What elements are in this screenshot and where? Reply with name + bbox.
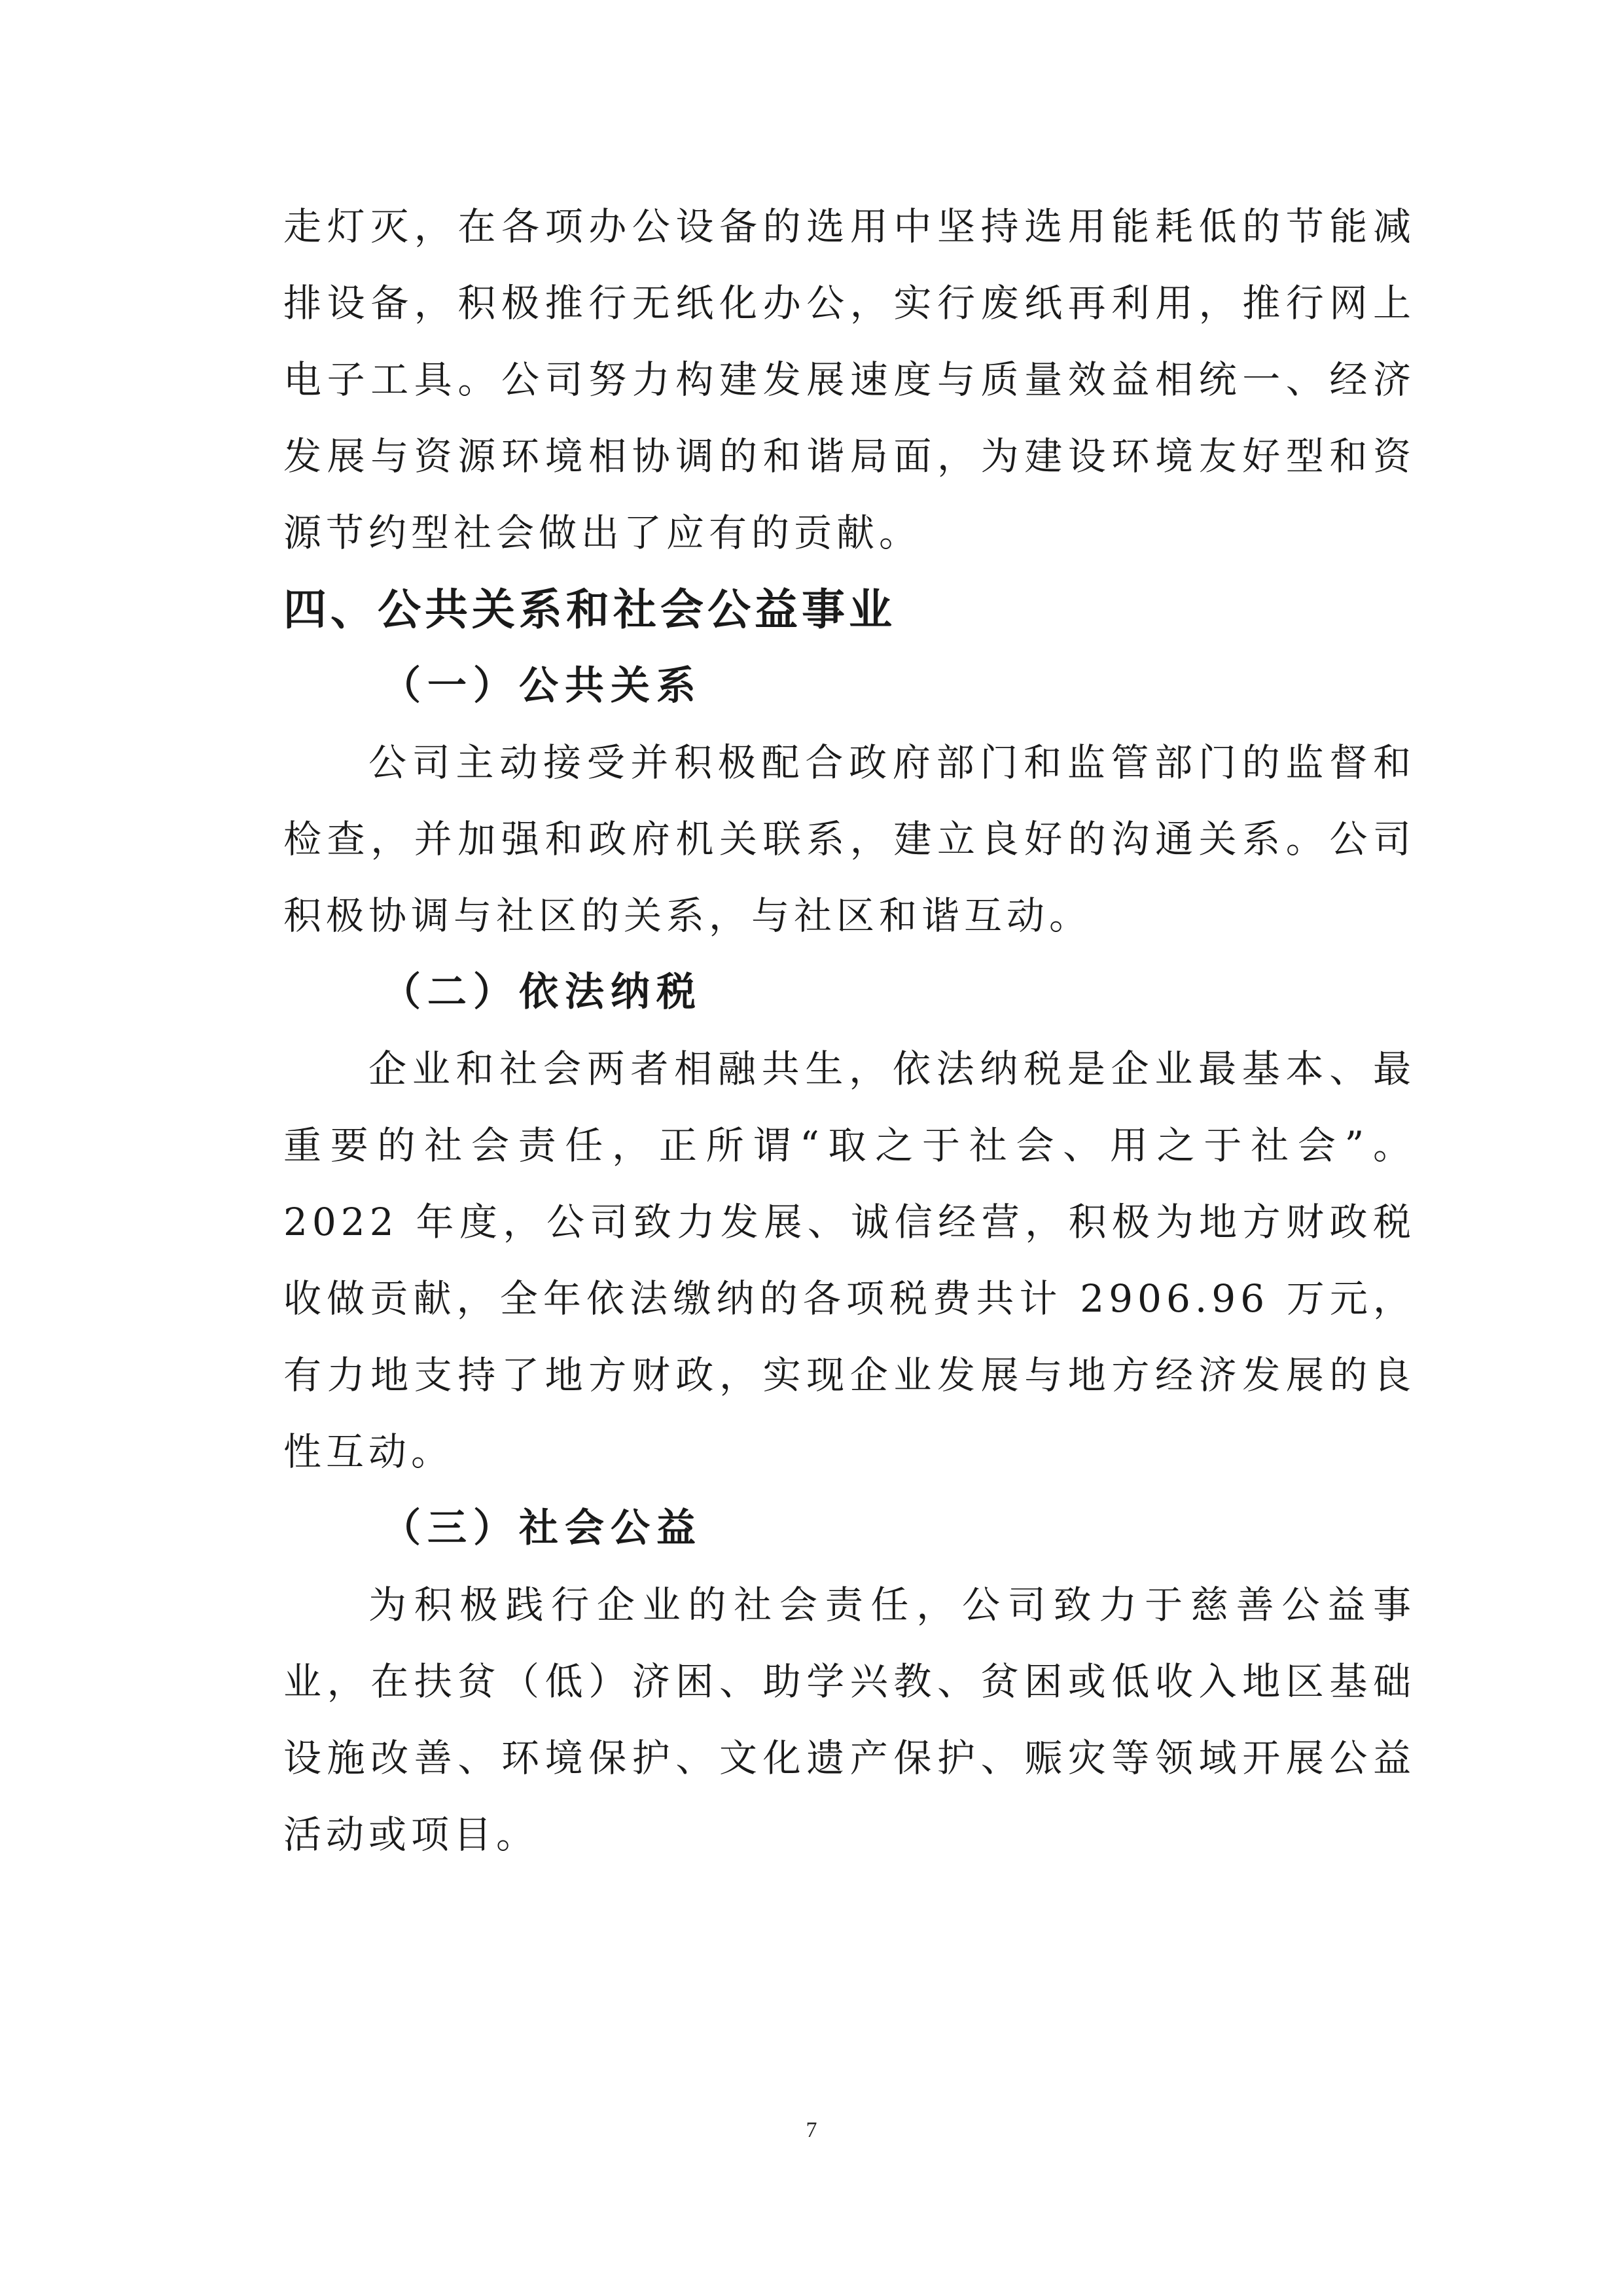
subsection-body-public-welfare: 为积极践行企业的社会责任，公司致力于慈善公益事业，在扶贫（低）济困、助学兴教、贫困或低收入地区基础设施改善、环境保护、文化遗产保护、赈灾等领域开展公益活动或项目。: [283, 1583, 1416, 1857]
page-number: 7: [806, 2118, 817, 2142]
subsection-body-tax: 企业和社会两者相融共生，依法纳税是企业最基本、最重要的社会责任，正所谓“取之于社会、用之于社会”。2022 年度，公司致力发展、诚信经营，积极为地方财政税收做贡献，全年依法缴纳的各项税费共计 2906.96 万元，有力地支持了地方财政，实现企业发展与地方经济发展的良性互动。: [283, 1047, 1416, 1474]
subsection-body-public-relations: 公司主动接受并积极配合政府部门和监管部门的监督和检查，并加强和政府机关联系，建立良好的沟通关系。公司积极协调与社区的关系，与社区和谐互动。: [283, 740, 1416, 938]
page-content: [283, 188, 1416, 1873]
section-title: 四、公共关系和社会公益事业: [283, 584, 896, 635]
subsection-heading-tax: （二）依法纳税: [382, 969, 702, 1015]
subsection-heading-public-relations: （一）公共关系: [382, 663, 702, 709]
continuation-paragraph: 走灯灭，在各项办公设备的选用中坚持选用能耗低的节能减排设备，积极推行无纸化办公，实行废纸再利用，推行网上电子工具。公司努力构建发展速度与质量效益相统一、经济发展与资源环境相协调的和谐局面，为建设环境友好型和资源节约型社会做出了应有的贡献。: [283, 204, 1416, 555]
subsection-heading-public-welfare: （三）社会公益: [382, 1505, 702, 1551]
